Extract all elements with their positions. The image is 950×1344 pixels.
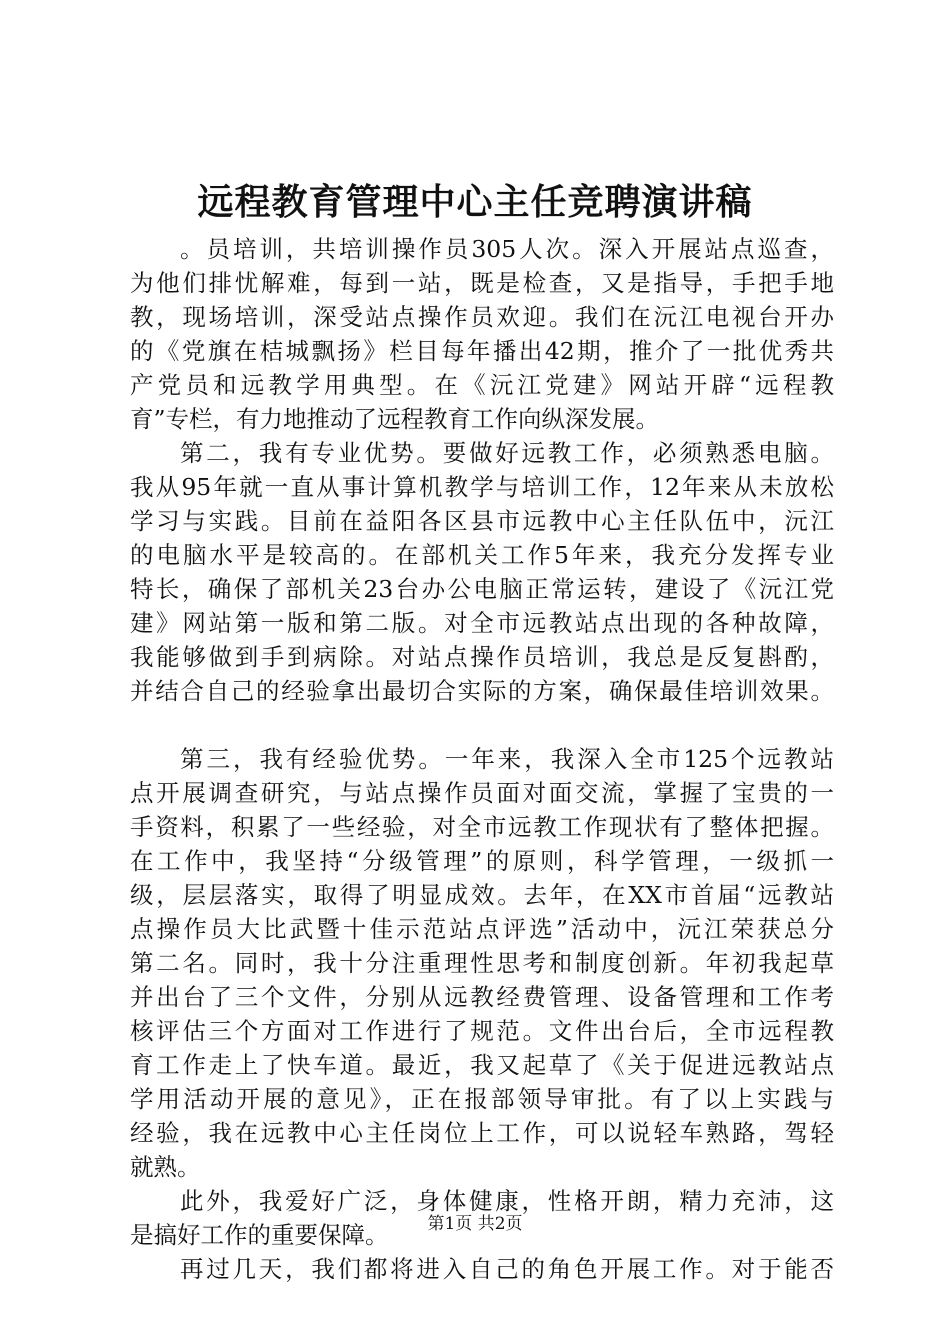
text-line: 级，层层落实，取得了明显成效。去年，在XX市首届“远教站 xyxy=(130,881,834,909)
text-line: 并出台了三个文件，分别从远教经费管理、设备管理和工作考 xyxy=(130,983,834,1011)
text-line: 的电脑水平是较高的。在部机关工作5年来，我充分发挥专业 xyxy=(130,541,834,569)
document-body xyxy=(130,232,834,1286)
text-line: 点开展调查研究，与站点操作员面对面交流，掌握了宝贵的一 xyxy=(130,779,834,807)
text-line: 学用活动开展的意见》，正在报部领导审批。有了以上实践与 xyxy=(130,1085,834,1113)
text-line: 育工作走上了快车道。最近，我又起草了《关于促进远教站点 xyxy=(130,1051,834,1079)
text-line: 第二名。同时，我十分注重理性思考和制度创新。年初我起草 xyxy=(130,949,834,977)
text-line: 是搞好工作的重要保障。 xyxy=(130,1221,389,1249)
text-line: 在工作中，我坚持“分级管理”的原则，科学管理，一级抓一 xyxy=(130,847,834,875)
text-line: 教，现场培训，深受站点操作员欢迎。我们在沅江电视台开办 xyxy=(130,303,834,331)
text-line: 。员培训，共培训操作员305人次。深入开展站点巡查， xyxy=(180,235,834,263)
text-line xyxy=(130,708,834,742)
text-line: 为他们排忧解难，每到一站，既是检查，又是指导，手把手地 xyxy=(130,269,834,297)
text-line: 学习与实践。目前在益阳各区县市远教中心主任队伍中，沅江 xyxy=(130,507,834,535)
text-line: 第三，我有经验优势。一年来，我深入全市125个远教站 xyxy=(180,745,834,773)
text-line: 再过几天，我们都将进入自己的角色开展工作。对于能否 xyxy=(180,1255,834,1283)
page-footer: 第1页 共2页 xyxy=(427,1214,523,1234)
text-line: 特长，确保了部机关23台办公电脑正常运转，建设了《沅江党 xyxy=(130,575,834,603)
text-line: 核评估三个方面对工作进行了规范。文件出台后，全市远程教 xyxy=(130,1017,834,1045)
text-line: 就熟。 xyxy=(130,1153,201,1181)
text-line: 产党员和远教学用典型。在《沅江党建》网站开辟“远程教 xyxy=(130,371,834,399)
document-title: 远程教育管理中心主任竞聘演讲稿 xyxy=(197,181,753,223)
text-line: 经验，我在远教中心主任岗位上工作，可以说轻车熟路，驾轻 xyxy=(130,1119,834,1147)
text-line: 点操作员大比武暨十佳示范站点评选”活动中，沅江荣获总分 xyxy=(130,915,834,943)
text-line: 我能够做到手到病除。对站点操作员培训，我总是反复斟酌， xyxy=(130,643,834,671)
text-line: 第二，我有专业优势。要做好远教工作，必须熟悉电脑。 xyxy=(180,439,834,467)
text-line: 我从95年就一直从事计算机教学与培训工作，12年来从未放松 xyxy=(130,473,834,501)
text-line: 此外，我爱好广泛，身体健康，性格开朗，精力充沛，这 xyxy=(180,1187,834,1215)
text-line: 的《党旗在桔城飘扬》栏目每年播出42期，推介了一批优秀共 xyxy=(130,337,834,365)
text-line: 建》网站第一版和第二版。对全市远教站点出现的各种故障， xyxy=(130,609,834,637)
text-line: 手资料，积累了一些经验，对全市远教工作现状有了整体把握。 xyxy=(130,813,834,841)
text-line: 育”专栏，有力地推动了远程教育工作向纵深发展。 xyxy=(130,405,660,433)
text-line: 并结合自己的经验拿出最切合实际的方案，确保最佳培训效果。 xyxy=(130,677,834,705)
